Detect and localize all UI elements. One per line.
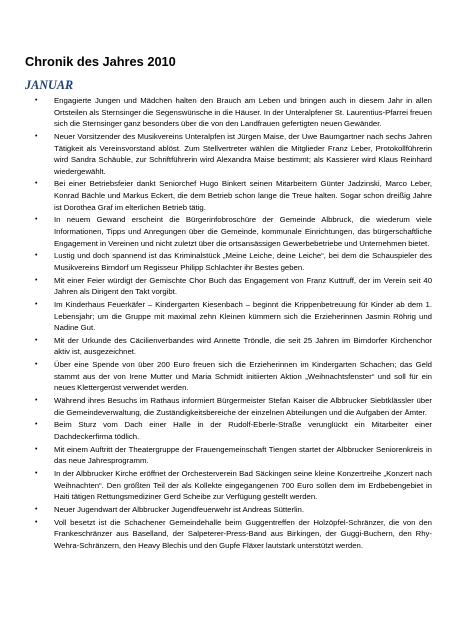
bullet-icon: • (35, 97, 38, 104)
entry-text: Mit der Urkunde des Cäcilienverbandes wird Annette Tröndle, die seit 25 Jahren im Birndorfer Kirchenchor aktiv ist, ausgezeichnet. (54, 335, 432, 357)
bullet-icon: • (35, 216, 38, 224)
entry-text: Lustig und doch spannend ist das Kriminalstück „Meine Leiche, deine Leiche“, bei dem die Schauspieler des Musikvereins Birndorf um Regisseur Philipp Schlachter ihr Bestes geben. (54, 251, 432, 272)
list-item (35, 299, 432, 334)
bullet-icon: • (35, 180, 38, 188)
entry-text: Voll besetzt ist die Schachener Gemeindehalle beim Guggentreffen der Holzöpfel-Schränzer, die von den Frankeschränzer aus Baselland, der Salpeterer-Press-Band aus Birkingen, der Guggi-Buchern, den Rhy-Wehra-Schränzern, den Heavy Blechis und den Gupfe Fläxer lautstark unterstützt werden. (54, 517, 432, 550)
list-item (35, 178, 432, 213)
entry-text: Mit einem Auftritt der Theatergruppe der Frauengemeinschaft Tiengen startet der Albbrucker Seniorenkreis in das neue Jahresprogramm. (54, 444, 432, 466)
list-item (35, 517, 432, 552)
entry-text: Mit einer Feier würdigt der Gemischte Chor Buch das Engagement von Franz Kuttruff, der im Verein seit 40 Jahren als Dirigent den Takt vorgibt. (54, 275, 432, 297)
bullet-icon: • (35, 445, 38, 453)
bullet-icon: • (35, 397, 38, 405)
bullet-icon: • (35, 506, 38, 514)
entry-list (35, 95, 432, 553)
list-item (35, 275, 432, 298)
bullet-icon: • (35, 470, 38, 478)
bullet-icon: • (35, 252, 38, 260)
entry-text: Während ihres Besuchs im Rathaus informiert Bürgermeister Stefan Kaiser die Albbrucker Siebtklässler über die Gemeindeverwaltung, die Zuständigkeitsbereiche der einzelnen Abteilungen und die Aufgaben der Ämter. (54, 396, 432, 417)
entry-text: Bei einer Betriebsfeier dankt Seniorchef Hugo Binkert seinen Mitarbeitern Günter Jadzinski, Marco Leber, Konrad Bächle und Markus Eckert, die dem Betrieb schon lange die Treue halten. Sogar schon dreißig Jahre ist Dorothea Graf im elterlichen Betrieb tätig. (54, 179, 432, 212)
list-item (35, 131, 432, 177)
list-item (35, 419, 432, 442)
entry-text: Beim Sturz vom Dach einer Halle in der Rudolf-Eberle-Straße verunglückt ein Mitarbeiter einer Dachdeckerfirma tödlich. (54, 420, 432, 442)
bullet-icon: • (35, 336, 38, 344)
list-item (35, 95, 432, 130)
list-item (35, 395, 432, 418)
list-item (35, 504, 432, 516)
list-item (35, 335, 432, 358)
section-title-januar: JANUAR (25, 78, 74, 92)
list-item (35, 468, 432, 503)
bullet-icon: • (35, 132, 38, 140)
list-item (35, 214, 432, 249)
entry-text: In neuem Gewand erscheint die Bürgerinfobroschüre der Gemeinde Albbruck, die wiederum viele Informationen, Tipps und Anregungen über die Gemeinde, kommunale Einrichtungen, das bürgerschaftliche Engagement in Vereinen und nicht zuletzt über die ortsansässigen Gewerbebetriebe und Unternehmen bietet. (54, 215, 432, 248)
bullet-icon: • (35, 421, 38, 429)
entry-text: In der Albbrucker Kirche eröffnet der Orchesterverein Bad Säckingen seine kleine Konzertreihe „Konzert nach Weihnachten“. Den größten Teil der als Kollekte eingegangenen 700 Euro sollen dem im Erdbebengebiet in Haiti tätigen Rettungsmediziner Gerd Scheibe zur Verfügung gestellt werden. (54, 469, 432, 502)
entry-text: Engagierte Jungen und Mädchen halten den Brauch am Leben und bringen auch in diesem Jahr in allen Ortsteilen als Sternsinger die Segenswünsche in die Häuser. In der Unteralpfener St. Laurentius-Pfarrei freuen sich die Sternsinger ganz besonders über die von den Landfrauen gefertigten neuen Gewänder. (54, 96, 432, 129)
entry-text: Neuer Vorsitzender des Musikvereins Unteralpfen ist Jürgen Maise, der Uwe Baumgartner nach sechs Jahren Tätigkeit als Vereinsvorstand ablöst. Zum Stellvertreter wählen die Mitglieder Franz Leber, Protokollführerin wird Sandra Schäuble, zur Schriftführerin wird Alexandra Maise bestimmt; als Kassierer wird Klaus Reinhard wiedergewählt. (54, 131, 432, 176)
bullet-icon: • (35, 276, 38, 284)
list-item (35, 250, 432, 273)
document-title: Chronik des Jahres 2010 (25, 54, 176, 69)
list-item (35, 444, 432, 467)
list-item (35, 359, 432, 394)
bullet-icon: • (35, 300, 38, 308)
entry-text: Neuer Jugendwart der Albbrucker Jugendfeuerwehr ist Andreas Sütterlin. (54, 505, 305, 515)
bullet-icon: • (35, 518, 38, 526)
entry-text: Im Kinderhaus Feuerkäfer – Kindergarten Kiesenbach – beginnt die Krippenbetreuung für Kinder ab dem 1. Lebensjahr; um die Gruppe mit maximal zehn Kleinen kümmern sich die Erzieherinnen Jasmin Röhrig und Nadine Gut. (54, 299, 432, 333)
entry-text: Über eine Spende von über 200 Euro freuen sich die Erzieherinnen im Kindergarten Schachen; das Geld stammt aus der von Irene Mutter und Maria Schmidt initiierten Aktion „Weihnachtsfenster“ und soll für ein neues Klettergerüst verwendet werden. (54, 360, 432, 393)
bullet-icon: • (35, 361, 38, 369)
